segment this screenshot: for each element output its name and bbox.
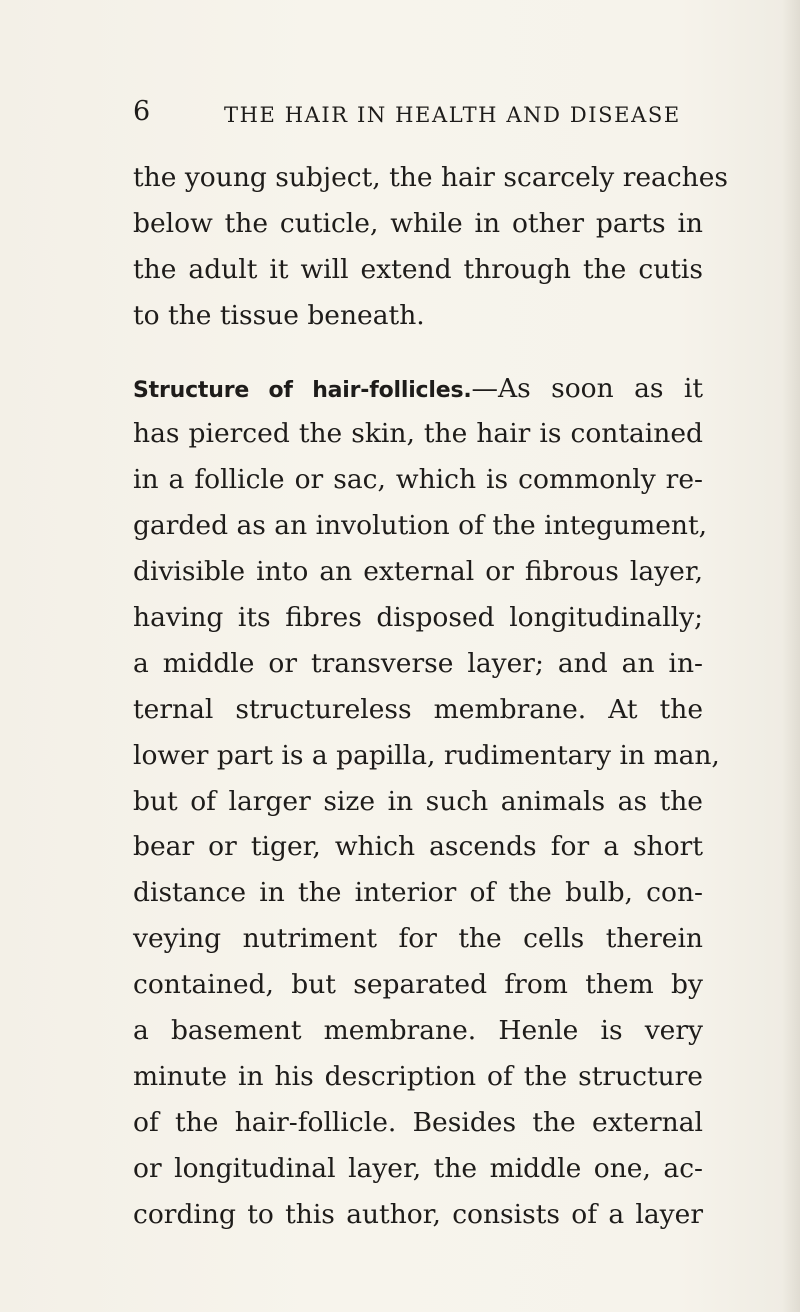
text-line: divisible into an external or fibrous layer, xyxy=(133,556,703,588)
text-line: a basement membrane. Henle is very xyxy=(133,1015,703,1047)
page-edge-shadow xyxy=(782,0,800,1312)
text-line: veying nutriment for the cells therein xyxy=(133,923,703,955)
text-line: cording to this author, consists of a layer xyxy=(133,1198,703,1230)
text-line: the adult it will extend through the cutis xyxy=(133,253,703,285)
text-line: ternal structureless membrane. At the xyxy=(133,693,703,725)
text-line: lower part is a papilla, rudimentary in man, xyxy=(133,739,720,771)
text-line: minute in his description of the structure xyxy=(133,1060,703,1092)
text-line: but of larger size in such animals as the xyxy=(133,785,703,817)
text-line: garded as an involution of the integument, xyxy=(133,510,708,542)
running-head xyxy=(133,92,693,132)
text-line: below the cuticle, while in other parts in xyxy=(133,207,703,239)
text-line: contained, but separated from them by xyxy=(133,969,703,1001)
page-number: 6 xyxy=(133,96,151,127)
text-line: the young subject, the hair scarcely reaches xyxy=(133,162,729,193)
section-heading: Structure of hair-follicles. xyxy=(133,377,472,403)
text-line: distance in the interior of the bulb, con- xyxy=(133,877,703,909)
text-line: bear or tiger, which ascends for a short xyxy=(133,831,703,863)
text-line: or longitudinal layer, the middle one, ac- xyxy=(133,1152,703,1184)
paragraph-gap xyxy=(133,339,703,366)
text-line-run: —As soon as it xyxy=(471,372,704,404)
running-head-title: THE HAIR IN HEALTH AND DISEASE xyxy=(224,103,681,127)
text-line: to the tissue beneath. xyxy=(133,299,425,331)
text-line: having its fibres disposed longitudinally; xyxy=(133,602,703,634)
body-text xyxy=(133,155,729,1237)
text-line: has pierced the skin, the hair is contained xyxy=(133,418,703,450)
text-line: of the hair-follicle. Besides the external xyxy=(133,1106,703,1138)
text-line-with-heading xyxy=(133,366,703,412)
text-line: in a follicle or sac, which is commonly re- xyxy=(133,464,703,496)
text-line: a middle or transverse layer; and an in- xyxy=(133,647,703,679)
